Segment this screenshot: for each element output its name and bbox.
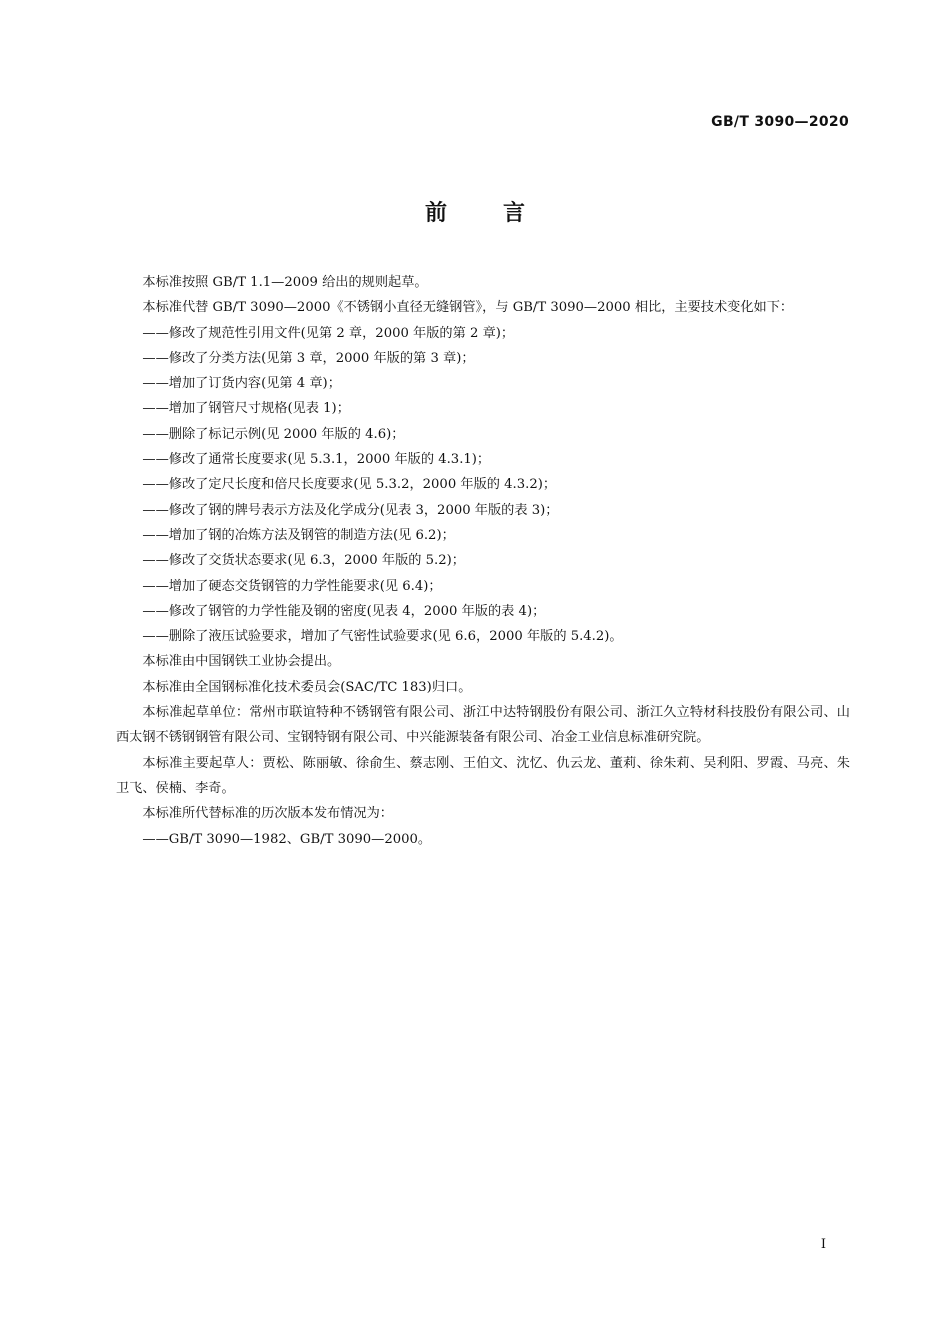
list-item: ——增加了钢的冶炼方法及钢管的制造方法(见 6.2)； <box>142 527 455 543</box>
list-item: ——修改了钢的牌号表示方法及化学成分(见表 3，2000 年版的表 3)； <box>142 502 559 518</box>
list-item: ——增加了钢管尺寸规格(见表 1)； <box>142 401 350 417</box>
list-item: ——删除了标记示例(见 2000 年版的 4.6)； <box>142 426 405 442</box>
standard-code: GB/T 3090—2020 <box>711 114 849 130</box>
list-item: ——GB/T 3090—1982、GB/T 3090—2000。 <box>142 831 432 847</box>
page-title: 前言 <box>424 201 581 226</box>
document-body <box>116 270 850 852</box>
list-item: ——删除了液压试验要求，增加了气密性试验要求(见 6.6，2000 年版的 5.4.2)。 <box>142 629 623 645</box>
paragraph-replacement: 本标准代替 GB/T 3090—2000《不锈钢小直径无缝钢管》，与 GB/T 3090—2000 相比，主要技术变化如下： <box>142 300 794 316</box>
list-item: ——修改了规范性引用文件(见第 2 章，2000 年版的第 2 章)； <box>142 325 515 341</box>
paragraph-proposer: 本标准由中国钢铁工业协会提出。 <box>142 654 341 670</box>
paragraph-committee: 本标准由全国钢标准化技术委员会(SAC/TC 183)归口。 <box>142 679 472 695</box>
list-item: ——修改了交货状态要求(见 6.3，2000 年版的 5.2)； <box>142 553 465 569</box>
paragraph-drafting-rules: 本标准按照 GB/T 1.1—2009 给出的规则起草。 <box>142 275 428 290</box>
list-item: ——修改了钢管的力学性能及钢的密度(见表 4，2000 年版的表 4)； <box>142 603 546 619</box>
paragraph-history-intro: 本标准所代替标准的历次版本发布情况为： <box>142 806 393 822</box>
list-item: ——修改了分类方法(见第 3 章，2000 年版的第 3 章)； <box>142 350 475 366</box>
page-number: I <box>820 1237 826 1252</box>
list-item: ——增加了硬态交货钢管的力学性能要求(见 6.4)； <box>142 578 442 594</box>
list-item: ——修改了通常长度要求(见 5.3.1，2000 年版的 4.3.1)； <box>142 452 491 468</box>
history-list <box>116 827 850 852</box>
paragraph-drafting-units: 本标准起草单位：常州市联谊特种不锈钢管有限公司、浙江中达特钢股份有限公司、浙江久立特材科技股份有限公司、山西太钢不锈钢钢管有限公司、宝钢特钢有限公司、中兴能源装备有限公司、冶金工业信息标准研究院。 <box>116 705 850 746</box>
changes-list <box>116 321 850 650</box>
paragraph-drafters: 本标准主要起草人：贾松、陈丽敏、徐俞生、蔡志刚、王伯文、沈忆、仇云龙、董莉、徐朱莉、吴利阳、罗霞、马亮、朱卫飞、侯楠、李奇。 <box>116 755 850 796</box>
list-item: ——增加了订货内容(见第 4 章)； <box>142 376 341 392</box>
list-item: ——修改了定尺长度和倍尺长度要求(见 5.3.2，2000 年版的 4.3.2)； <box>142 477 557 493</box>
